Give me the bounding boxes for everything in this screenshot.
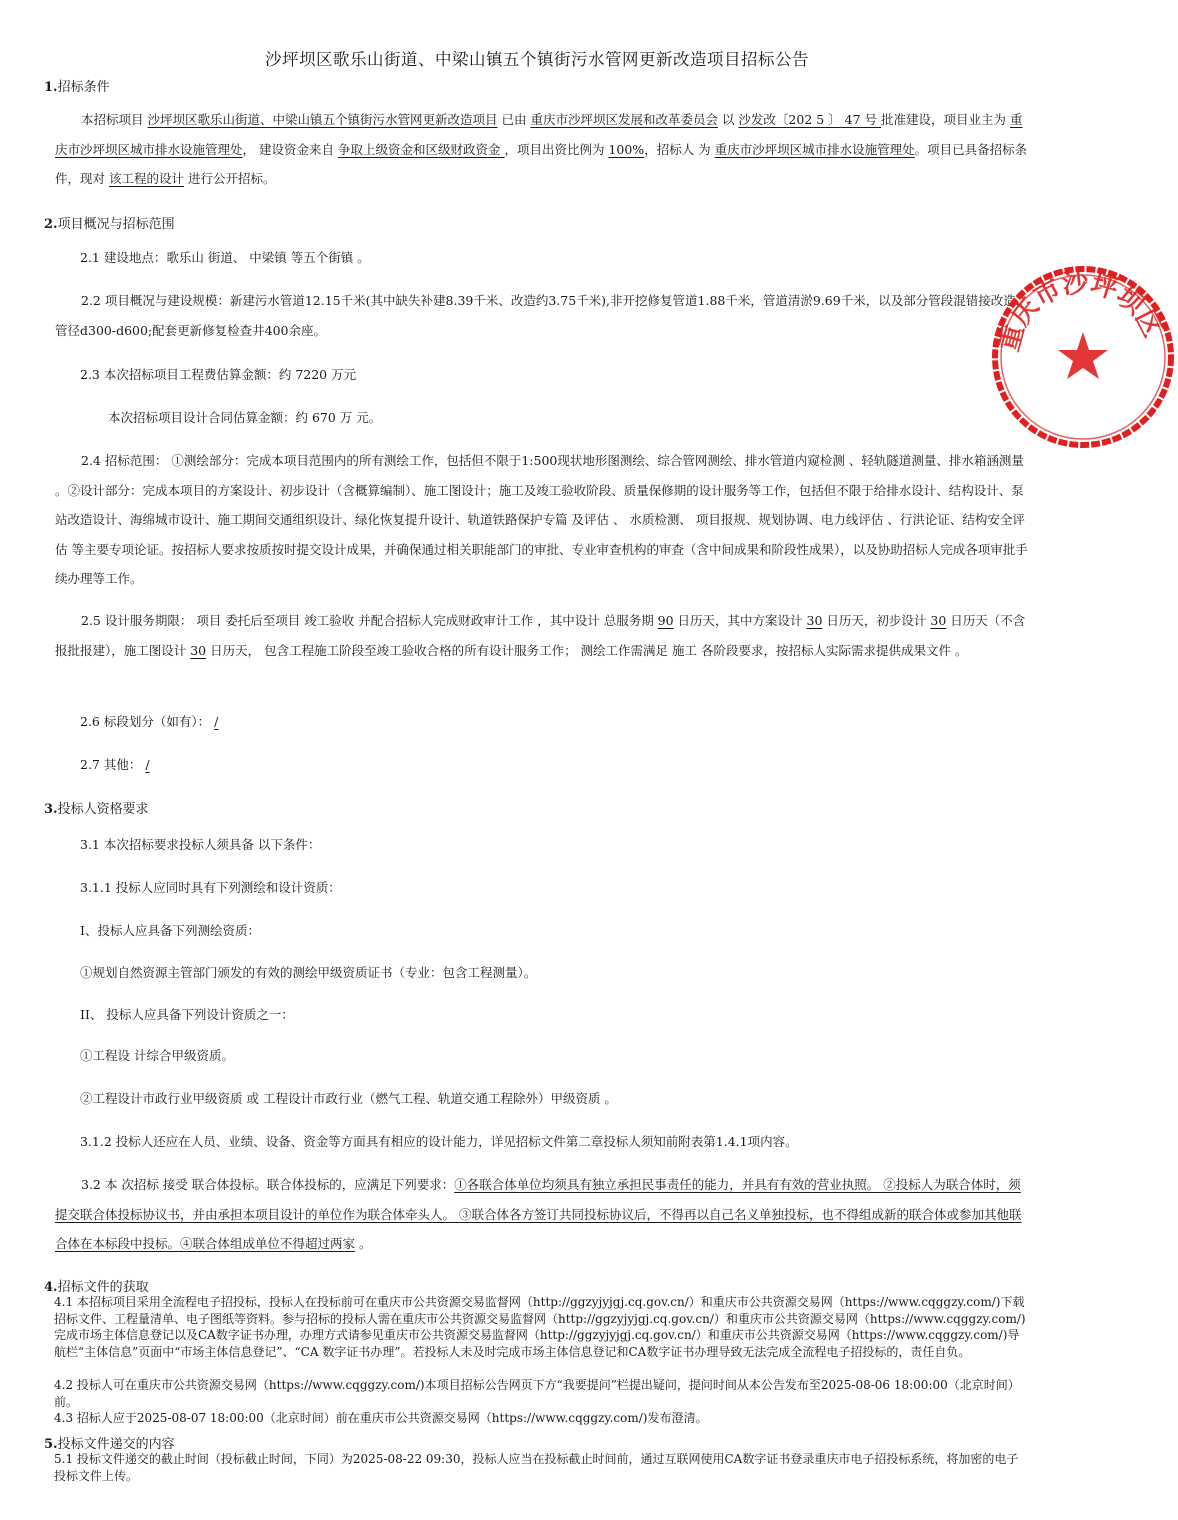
item-4-3: 4.3 招标人应于2025-08-07 18:00:00（北京时间）前在重庆市公共资源交易网（https://www.cqggzy.com/)发布澄清。 <box>54 1411 708 1425</box>
item-2-3-design-amount: 本次招标项目设计合同估算金额：约 670 万 元。 <box>108 410 382 425</box>
official-seal <box>988 262 1178 452</box>
item-design-qualification-2: ②工程设计市政行业甲级资质 或 工程设计市政行业（燃气工程、轨道交通工程除外）甲级资质 。 <box>80 1091 617 1106</box>
item-2-3: 2.3 本次招标项目工程费估算金额：约 7220 万元 <box>80 367 357 382</box>
item-3-1-1: 3.1.1 投标人应同时具有下列测绘和设计资质： <box>80 880 341 895</box>
item-2-4: 2.4 招标范围： ①测绘部分：完成本项目范围内的所有测绘工作，包括但不限于1:500现状地形图测绘、综合管网测绘、排水管道内窥检测 、轻轨隧道测量、排水箱涵测量 。②设计部分：完成本项目的方案设计、初步设计（含概算编制）、施工图设计；施工及竣工验收阶段、质量保修期的设计服务等工作，包括但不限于给排水设计、结构设计、泵站改造设计、海绵城市设计、施工期间交通组织设计、绿化恢复提升设计、轨道铁路保护专篇 及评估 、 水质检测、 项目报规、规划协调、电力线评估 、行洪论证、结构安全评估 等主要专项论证。按招标人要求按质按时提交设计成果，并确保通过相关职能部门的审批、专业审查机构的审查（含中间成果和阶段性成果），以及协助招标人完成各项审批手续办理等工作。 <box>55 453 1028 586</box>
item-design-qualification-1: ①工程设 计综合甲级资质。 <box>80 1048 234 1063</box>
item-2-2: 2.2 项目概况与建设规模：新建污水管道12.15千米(其中缺失补建8.39千米、改造约3.75千米),非开挖修复管道1.88千米，管道清淤9.69千米，以及部分管段混错接改造，管径d300-d600;配套更新修复检查井400余座。 <box>55 293 1029 338</box>
item-3-1-2: 3.1.2 投标人还应在人员、业绩、设备、资金等方面具有相应的设计能力，详见招标文件第二章投标人须知前附表第1.4.1项内容。 <box>80 1134 798 1149</box>
section-1-heading: 1.招标条件 <box>44 80 110 95</box>
item-2-1: 2.1 建设地点：歌乐山 街道、 中梁镇 等五个街镇 。 <box>80 250 370 265</box>
item-2-5: 2.5 设计服务期限： 项目 委托后至项目 竣工验收 并配合招标人完成财政审计工作 ，其中设计 总服务期 90 日历天，其中方案设计 30 日历天，初步设计 30 日历天（不含报批报建），施工图设计 30 日历天， 包含工程施工阶段至竣工验收合格的所有设计服务工作； 测绘工作需满足 施工 各阶段要求，按招标人实际需求提供成果文件 。 <box>55 613 1026 658</box>
seal-text: 重庆市沙坪坝区 <box>994 268 1168 355</box>
item-survey-qualification-1: ①规划自然资源主管部门颁发的有效的测绘甲级资质证书（专业：包含工程测量）。 <box>80 965 537 980</box>
section-1-body: 本招标项目 沙坪坝区歌乐山街道、中梁山镇五个镇街污水管网更新改造项目 已由 重庆市沙坪坝区发展和改革委员会 以 沙发改〔202 5 〕 47 号 批准建设，项目业主为 重庆市沙坪坝区城市排水设施管理处， 建设资金来自 争取上级资金和区级财政资金 ，项目出资比例为 100%，招标人 为 重庆市沙坪坝区城市排水设施管理处。项目已具备招标条件，现对 该工程的设计 进行公开招标。 <box>55 112 1028 186</box>
item-4-1: 4.1 本招标项目采用全流程电子招投标，投标人在投标前可在重庆市公共资源交易监督网（http://ggzyjyjgj.cq.gov.cn/）和重庆市公共资源交易网（https://www.cqggzy.com/)下载招标文件、工程量清单、电子图纸等资料。参与招标的投标人需在重庆市公共资源交易监督网（http://ggzyjyjgj.cq.gov.cn/）和重庆市公共资源交易网（https://www.cqggzy.com/)完成市场主体信息登记以及CA数字证书办理，办理方式请参见重庆市公共资源交易监督网（http://ggzyjyjgj.cq.gov.cn/）和重庆市公共资源交易网（https://www.cqggzy.com/)导航栏“主体信息”页面中“市场主体信息登记”、“CA 数字证书办理”。若投标人未及时完成市场主体信息登记和CA数字证书办理导致无法完成全流程电子招投标的，责任自负。 <box>54 1295 1026 1359</box>
item-4-2: 4.2 投标人可在重庆市公共资源交易网（https://www.cqggzy.com/)本项目招标公告网页下方“我要提问”栏提出疑问，提问时间从本公告发布至2025-08-06 18:00:00（北京时间）前。 <box>54 1378 1020 1409</box>
section-2-heading: 2.项目概况与招标范围 <box>44 217 175 232</box>
document-title: 沙坪坝区歌乐山街道、中梁山镇五个镇街污水管网更新改造项目招标公告 <box>265 50 809 69</box>
item-2-6: 2.6 标段划分（如有）： / <box>80 714 219 729</box>
item-5-1: 5.1 投标文件递交的截止时间（投标截止时间，下同）为2025-08-22 09:30，投标人应当在投标截止时间前，通过互联网使用CA数字证书登录重庆市电子招投标系统，将加密的电子投标文件上传。 <box>54 1452 1019 1483</box>
item-3-1: 3.1 本次招标要求投标人须具备 以下条件： <box>80 837 321 852</box>
item-2-7: 2.7 其他： / <box>80 757 150 772</box>
item-3-2: 3.2 本 次招标 接受 联合体投标。联合体投标的，应满足下列要求：①各联合体单位均须具有独立承担民事责任的能力，并具有有效的营业执照。 ②投标人为联合体时，须提交联合体投标协议书，并由承担本项目设计的单位作为联合体牵头人。 ③联合体各方签订共同投标协议后，不得再以自己名义单独投标，也不得组成新的联合体或参加其他联合体在本标段中投标。④联合体组成单位不得超过两家 。 <box>55 1177 1022 1251</box>
section-3-heading: 3.投标人资格要求 <box>44 802 149 817</box>
item-survey-qualification: I、投标人应具备下列测绘资质： <box>80 923 260 938</box>
item-design-qualification: II、 投标人应具备下列设计资质之一： <box>80 1007 294 1022</box>
section-4-heading: 4.招标文件的获取 <box>44 1280 149 1295</box>
section-5-heading: 5.投标文件递交的内容 <box>44 1437 175 1452</box>
